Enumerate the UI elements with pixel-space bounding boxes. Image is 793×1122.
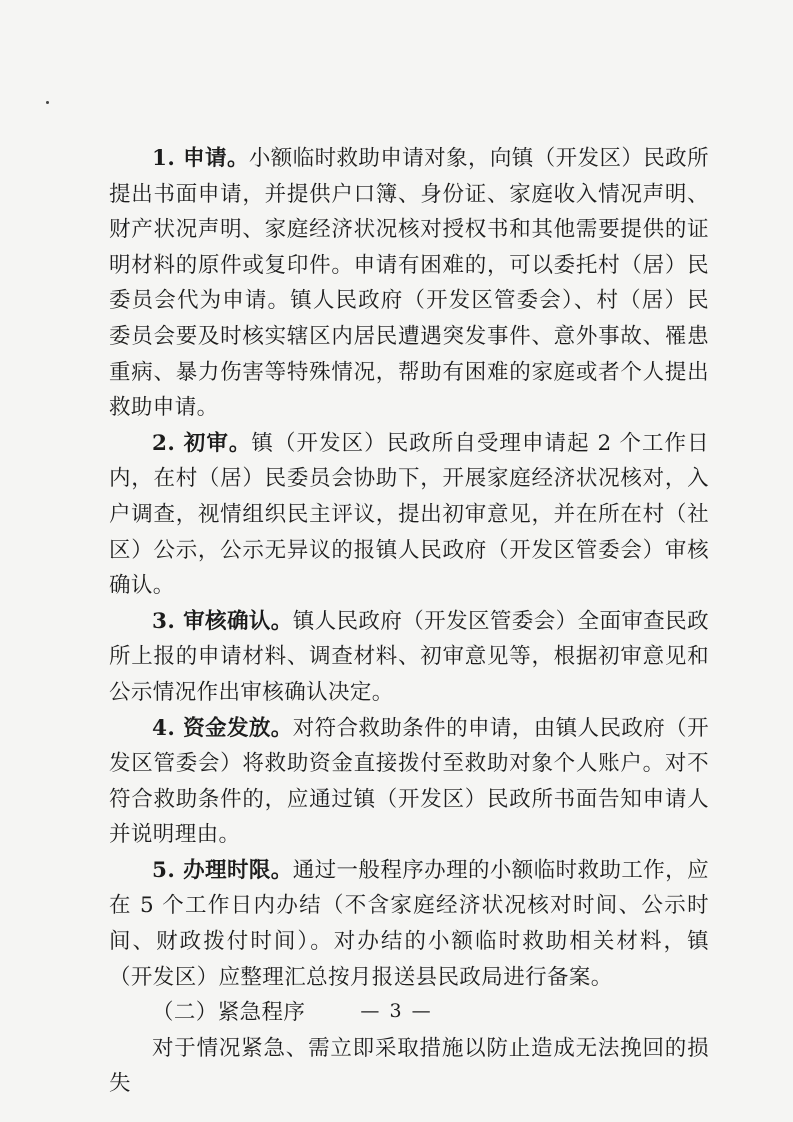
paragraph-fund-payment <box>109 711 709 853</box>
paragraph-title: 1. 申请。 <box>152 146 249 171</box>
paragraph-text: 对符合救助条件的申请，由镇人民政府（开发区管委会）将救助资金直接拨付至救助对象个人账户。对不符合救助条件的，应通过镇（开发区）民政所书面告知申请人并说明理由。 <box>109 715 709 848</box>
paragraph-title: 3. 审核确认。 <box>152 608 293 634</box>
paragraph-text: 小额临时救助申请对象，向镇（开发区）民政所提出书面申请，并提供户口簿、身份证、家庭收入情况声明、财产状况声明、家庭经济状况核对授权书和其他需要提供的证明材料的原件或复印件。申请有困难的，可以委托村（居）民委员会代为申请。镇人民政府（开发区管委会）、村（居）民委员会要及时核实辖区内居民遭遇突发事件、意外事故、罹患重病、暴力伤害等特殊情况，帮助有困难的家庭或者个人提出救助申请。 <box>109 146 709 421</box>
paragraph-verification <box>109 604 709 711</box>
paragraph-title: 4. 资金发放。 <box>152 715 293 741</box>
paragraph-emergency: 对于情况紧急、需立即采取措施以防止造成无法挽回的损失 <box>109 1035 709 1097</box>
paragraph-text: 镇（开发区）民政所自受理申请起 2 个工作日内，在村（居）民委员会协助下，开展家庭经济状况核对，入户调查，视情组织民主评议，提出初审意见，并在所在村（社区）公示，公示无异议的报镇人民政府（开发区管委会）审核确认。 <box>109 430 709 599</box>
paragraph-text: 通过一般程序办理的小额临时救助工作，应在 5 个工作日内办结（不含家庭经济状况核对时间、公示时间、财政拨付时间）。对办结的小额临时救助相关材料，镇（开发区）应整理汇总按月报送县民政局进行备案。 <box>109 857 709 990</box>
paragraph-title: 2. 初审。 <box>152 430 252 456</box>
page-number: — 3 — <box>360 1000 433 1022</box>
paragraph-text: 镇人民政府（开发区管委会）全面审查民政所上报的申请材料、调查材料、初审意见等，根据初审意见和公示情况作出审核确认决定。 <box>109 608 709 705</box>
paragraph-title: 5. 办理时限。 <box>152 857 293 883</box>
paragraph-preliminary-review <box>109 426 709 604</box>
section-heading: （二）紧急程序 <box>152 1000 306 1026</box>
paragraph-time-limit <box>109 853 709 995</box>
document-body <box>109 141 709 1102</box>
paragraph-application <box>109 141 709 426</box>
scan-speck <box>46 101 49 104</box>
